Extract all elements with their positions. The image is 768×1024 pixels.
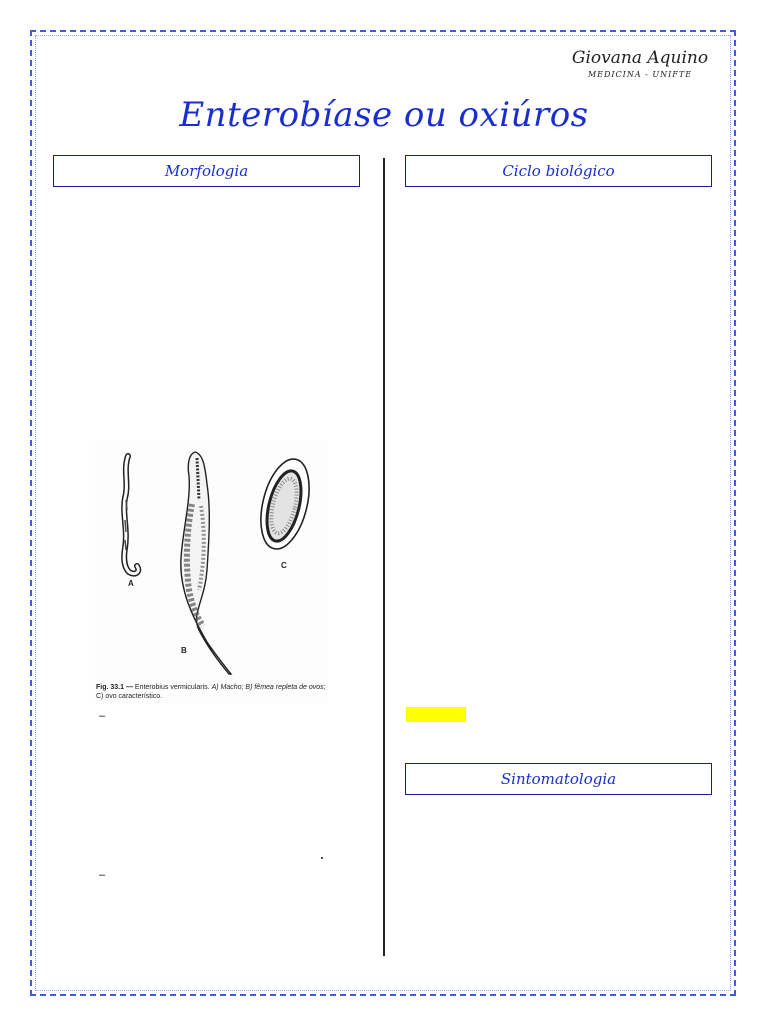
caption-line-2: C) ovo característico. [96,693,163,700]
enterobius-figure [95,440,327,704]
figure-label-b: B [181,646,187,655]
caption-description: A) Macho; B) fêmea repleta de ovos; [211,684,326,691]
enterobius-egg-drawing-icon [253,454,318,554]
bullet-dash-2: – [99,869,106,881]
enterobius-female-drawing-icon [181,452,231,674]
author-subtitle: MEDICINA - UNIFTE [587,70,693,79]
stray-dot [321,857,323,859]
figure-label-c: C [281,561,287,570]
caption-fig-number: Fig. 33.1 — [96,684,133,691]
section-sintomatologia-label: Sintomatologia [500,770,617,788]
page-title: Enterobíase ou oxiúros [179,95,589,135]
section-ciclo-label: Ciclo biológico [502,162,615,180]
figure-label-a: A [128,579,134,588]
caption-species: Enterobius vermicularis. [132,684,212,691]
figure-caption [96,683,328,701]
enterobius-illustration [95,440,327,680]
author-name: Giovana Aquino [571,48,709,68]
section-sintomatologia [405,763,712,795]
enterobius-male-drawing-icon [124,456,138,574]
section-morfologia-label: Morfologia [164,162,249,180]
column-divider [383,158,385,956]
bullet-dash-1: – [99,710,106,722]
author-signature [560,48,720,79]
highlight-mark [406,707,466,722]
section-ciclo-biologico [405,155,712,187]
section-morfologia [53,155,360,187]
